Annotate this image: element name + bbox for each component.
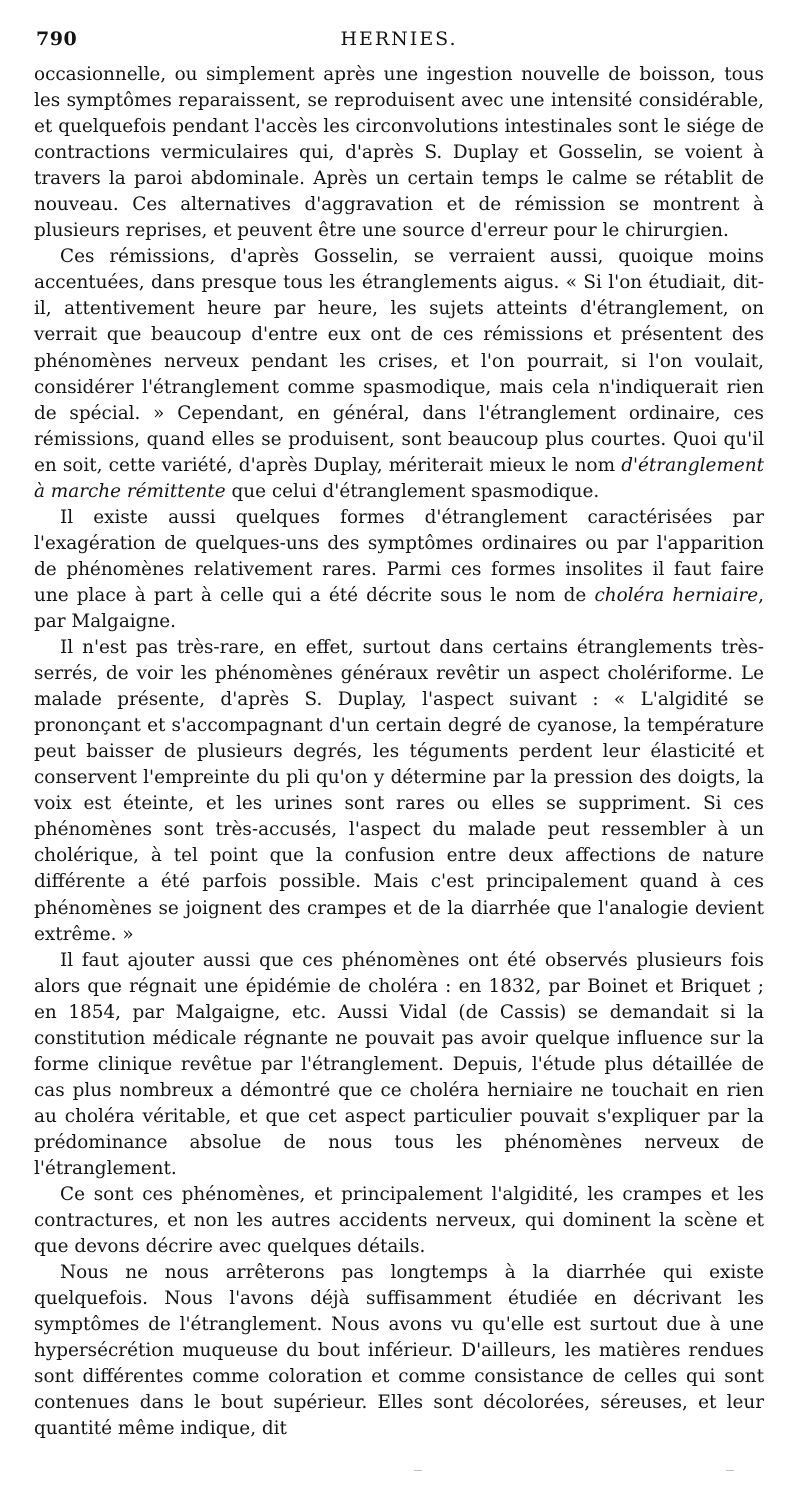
paragraph-text: Ces rémissions, d'après Gosselin, se verraient aussi, quoique moins accentuées, dans presque tous les étranglements aigus. « Si l'on étudiait, dit-il, attentivement heure par heure, les sujets atteints d'étranglement, on verrait que beaucoup d'entre eux ont de ces rémissions et présentent des phénomènes nerveux pendant les crises, et l'on pourrait, si l'on voulait, considérer l'étranglement comme spasmodique, mais cela n'indiquerait rien de spécial. » Cependant, en général, dans l'étranglement ordinaire, ces rémissions, quand elles se produisent, sont beaucoup plus courtes. Quoi qu'il en soit, cette variété, d'après Duplay, mériterait mieux le nom [34, 246, 764, 476]
book-page [34, 28, 764, 1442]
paragraph-text: Ce sont ces phénomènes, et principalement l'algidité, les crampes et les contractures, et non les autres accidents nerveux, qui dominent la scène et que devons décrire avec quelques détails. [34, 1184, 764, 1258]
paragraph [34, 1260, 764, 1442]
paragraph [34, 948, 764, 1182]
paragraph [34, 62, 764, 244]
italic-term: d'étranglement à marche rémittente [34, 454, 764, 502]
paragraph-text: Il existe aussi quelques formes d'étranglement caractérisées par l'exagération de quelques-uns des symptômes ordinaires ou par l'apparition de phénomènes relativement rares. Parmi ces formes insolites il faut faire une place à part à celle qui a été décrite sous le nom de [34, 506, 764, 606]
paragraph-text: occasionnelle, ou simplement après une ingestion nouvelle de boisson, tous les symptômes reparaissent, se reproduisent avec une intensité considérable, et quelquefois pendant l'accès les circonvolutions intestinales sont le siége de contractions vermiculaires qui, d'après S. Duplay et Gosselin, se voient à travers la paroi abdominale. Après un certain temps le calme se rétablit de nouveau. Ces alternatives d'aggravation et de rémission se montrent à plusieurs reprises, et peuvent être une source d'erreur pour le chirurgien. [34, 64, 764, 242]
scan-marks [0, 1470, 800, 1480]
paragraph-text: Il faut ajouter aussi que ces phénomènes ont été observés plusieurs fois alors que régnait une épidémie de choléra : en 1832, par Boinet et Briquet ; en 1854, par Malgaigne, etc. Aussi Vidal (de Cassis) se demandait si la constitution médicale régnante ne pouvait pas avoir quelque influence sur la forme clinique revêtue par l'étranglement. Depuis, l'étude plus détaillée de cas plus nombreux a démontré que ce choléra herniaire ne touchait en rien au choléra véritable, et que cet aspect particulier pouvait s'expliquer par la prédominance absolue de nous tous les phénomènes nerveux de l'étranglement. [34, 949, 764, 1179]
body-text [34, 62, 764, 1442]
italic-term: choléra herniaire [594, 584, 759, 606]
paragraph-text: , par Malgaigne. [34, 584, 764, 632]
paragraph [34, 635, 764, 948]
paragraph-text: Nous ne nous arrêterons pas longtemps à la diarrhée qui existe quelquefois. Nous l'avons déjà suffisamment étudiée en décrivant les symptômes de l'étranglement. Nous avons vu qu'elle est surtout due à une hypersécrétion muqueuse du bout inférieur. D'ailleurs, les matières rendues sont différentes comme coloration et comme consistance de celles qui sont contenues dans le bout supérieur. Elles sont décolorées, séreuses, et leur quantité même indique, dit [34, 1262, 764, 1440]
running-title: HERNIES. [340, 28, 458, 50]
page-number: 790 [36, 28, 78, 50]
paragraph-text: que celui d'étranglement spasmodique. [225, 480, 600, 502]
scan-mark [414, 1470, 422, 1471]
paragraph [34, 1182, 764, 1260]
paragraph [34, 505, 764, 635]
paragraph [34, 244, 764, 504]
paragraph-text: Il n'est pas très-rare, en effet, surtout dans certains étranglements très-serrés, de voir les phénomènes généraux revêtir un aspect cholériforme. Le malade présente, d'après S. Duplay, l'aspect suivant : « L'algidité se prononçant et s'accompagnant d'un certain degré de cyanose, la température peut baisser de plusieurs degrés, les téguments perdent leur élasticité et conservent l'empreinte du pli qu'on y détermine par la pression des doigts, la voix est éteinte, et les urines sont rares ou elles se suppriment. Si ces phénomènes sont très-accusés, l'aspect du malade peut ressembler à un cholérique, à tel point que la confusion entre deux affections de nature différente a été parfois possible. Mais c'est principalement quand à ces phénomènes se joignent des crampes et de la diarrhée que l'analogie devient extrême. » [34, 637, 764, 945]
running-head [34, 28, 764, 62]
scan-mark [726, 1470, 734, 1471]
